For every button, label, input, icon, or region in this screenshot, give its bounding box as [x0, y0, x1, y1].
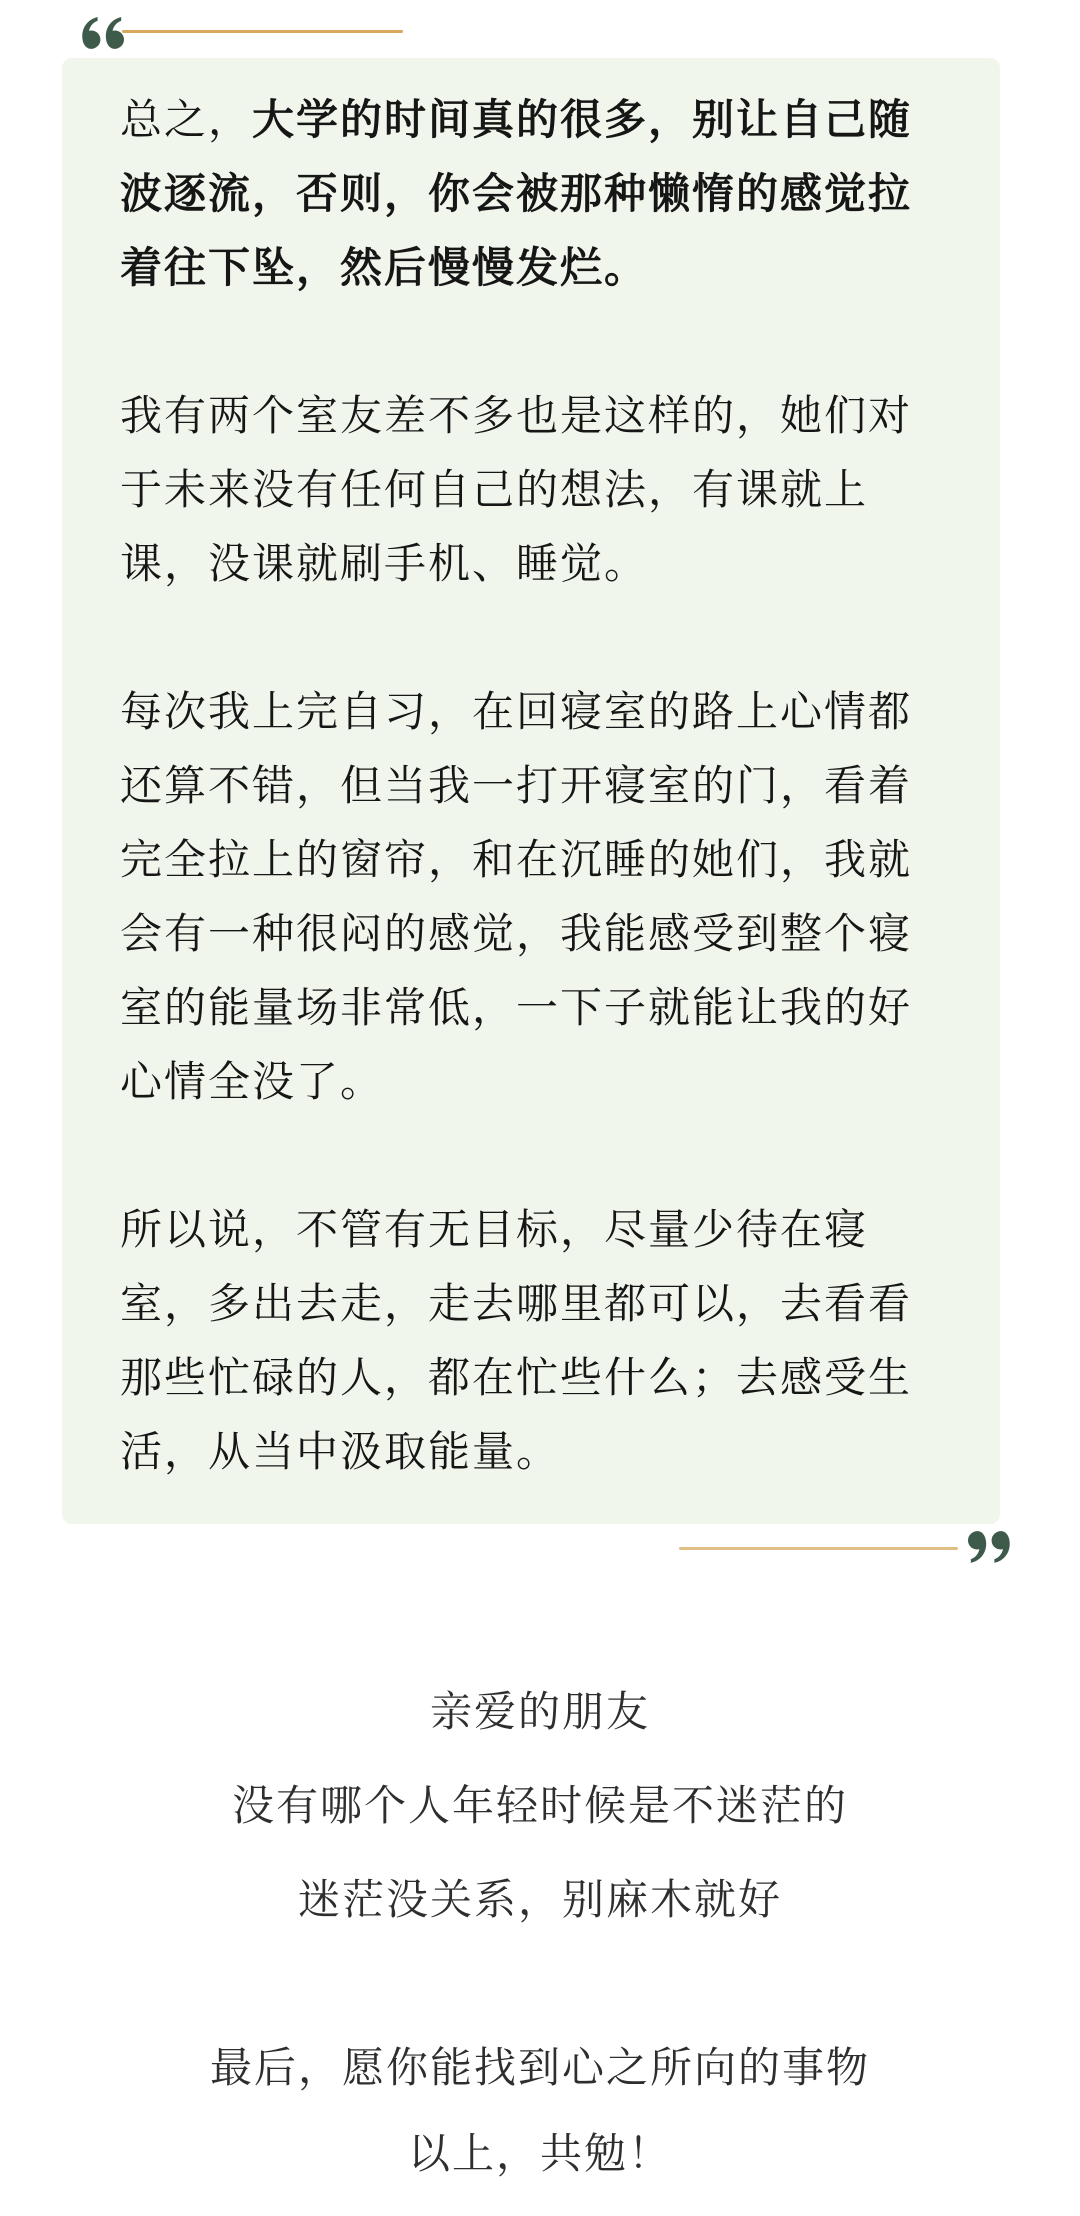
- quote-paragraph: 所以说，不管有无目标，尽量少待在寝室，多出去走，走去哪里都可以，去看看那些忙碌的人，都在忙些什么；去感受生活，从当中汲取能量。: [120, 1206, 913, 1475]
- farewell-line: 最后，愿你能找到心之所向的事物: [209, 2044, 870, 2091]
- quote-card: [62, 58, 1000, 1524]
- paragraph-bold-text: 大学的时间真的很多，别让自己随波逐流，否则，你会被那种懒惰的感觉拉着往下坠，然后慢慢发烂。: [120, 96, 913, 291]
- quote-paragraph: 每次我上完自习，在回寝室的路上心情都还算不错，但当我一打开寝室的门，看着完全拉上的窗帘，和在沉睡的她们，我就会有一种很闷的感觉，我能感受到整个寝室的能量场非常低，一下子就能让我的好心情全没了。: [120, 688, 913, 1105]
- farewell-line: 亲爱的朋友: [429, 1688, 650, 1735]
- farewell-line: 迷茫没关系，别麻木就好: [297, 1876, 782, 1923]
- farewell-section: [0, 1688, 1080, 2178]
- close-quote-icon: [968, 1531, 1010, 1563]
- bottom-divider-line: [679, 1547, 958, 1550]
- top-divider-line: [122, 30, 403, 33]
- open-quote-icon: [82, 17, 124, 49]
- quote-paragraph: [120, 83, 955, 305]
- farewell-line: 没有哪个人年轻时候是不迷茫的: [231, 1782, 848, 1829]
- farewell-line: 以上，共勉！: [407, 2130, 672, 2177]
- paragraph-lead-text: 总之，: [120, 96, 253, 143]
- quote-paragraph: 我有两个室友差不多也是这样的，她们对于未来没有任何自己的想法，有课就上课，没课就刷手机、睡觉。: [120, 392, 913, 587]
